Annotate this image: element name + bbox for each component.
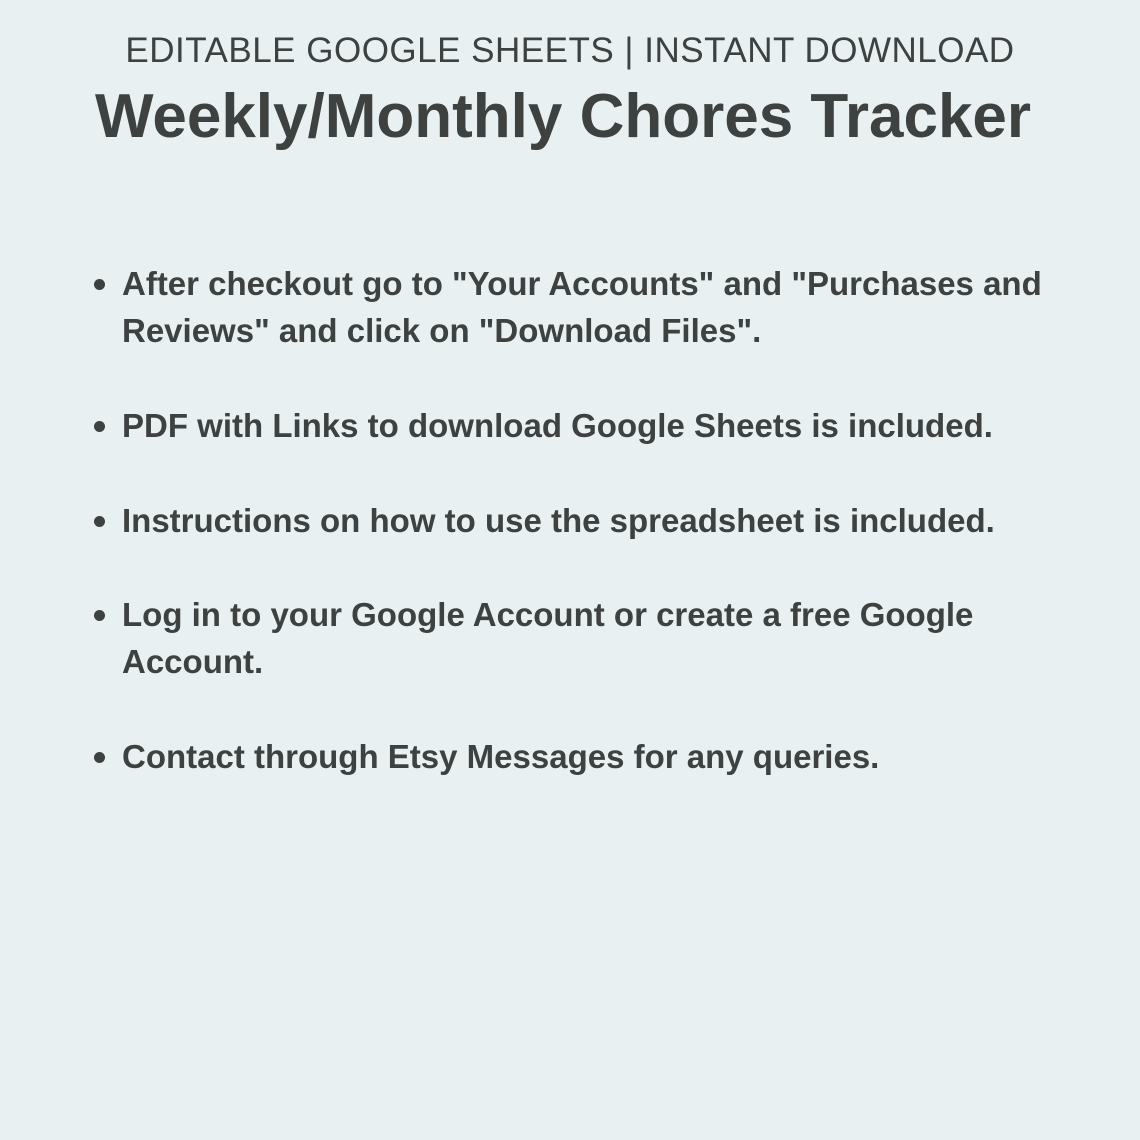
bullet-icon [94,610,105,621]
list-item-text: Contact through Etsy Messages for any queries. [122,738,880,775]
bullet-icon [94,516,105,527]
list-item-text: PDF with Links to download Google Sheets is included. [122,407,993,444]
list-item-text: Log in to your Google Account or create a free Google Account. [122,596,974,680]
list-item [90,591,1090,685]
list-item [90,733,1090,780]
list-item [90,402,1090,449]
bullet-icon [94,279,105,290]
page-title: Weekly/Monthly Chores Tracker [94,82,1032,151]
bullet-icon [94,421,105,432]
list-item [90,260,1090,354]
list-item [90,497,1090,544]
list-item-text: Instructions on how to use the spreadsheet is included. [122,502,995,539]
bullet-icon [94,752,105,763]
list-item-text: After checkout go to "Your Accounts" and "Purchases and Reviews" and click on "Download Files". [122,265,1042,349]
eyebrow-tagline: EDITABLE GOOGLE SHEETS | INSTANT DOWNLOAD [125,31,1015,70]
